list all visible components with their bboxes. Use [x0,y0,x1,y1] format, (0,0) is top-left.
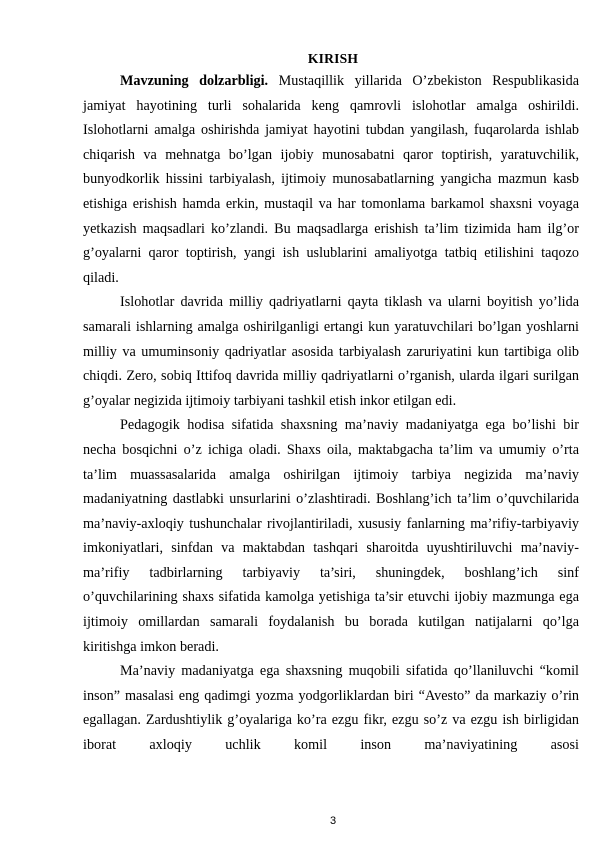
paragraph-text: Pedagogik hodisa sifatida shaxsning ma’naviy madaniyatga ega bo’lishi bir necha bosqichni o’z ichiga oladi. Shaxs oila, maktabgacha ta’lim va umumiy o’rta ta’lim muassasalarida amalga oshirilgan ijtimoiy tarbiya negizida ma’naviy madaniyatning dastlabki unsurlarini o’zlashtiradi. Boshlang’ich ta’lim o’quvchilarida ma’naviy-axloqiy tushunchalar rivojlantiriladi, xususiy fanlarning ma’rifiy-tarbiyaviy imkoniyatlari, sinfdan va maktabdan tashqari sharoitda uyushtiriluvchi ma’naviy-ma’rifiy tadbirlarning tarbiyaviy ta’siri, shuningdek, boshlang’ich sinf o’quvchilarining shaxs sifatida kamolga yetishiga ta’sir etuvchi ijobiy mazmunga ega ijtimoiy omillardan samarali foydalanish bu borada kutilgan natijalarni qo’lga kiritishga imkon beradi. [83,417,579,655]
paragraph-values [83,290,579,413]
paragraph-lead: Mavzuning dolzarbligi. [120,73,269,89]
paragraph-text: Ma’naviy madaniyatga ega shaxsning muqobili sifatida qo’llaniluvchi “komil inson” masalasi eng qadimgi yozma yodgorliklardan biri “Avesto” da markaziy o’rin egallagan. Zardushtiylik g’oyalariga ko’ra ezgu fikr, ezgu so’z va ezgu ish birligidan iborat axloqiy uchlik komil inson ma’naviyatining asosi [83,663,579,754]
body-text [83,69,579,758]
paragraph-perfect-person [83,659,579,757]
page-title: KIRISH [307,51,359,66]
paragraph-spiritual-culture [83,413,579,659]
page-number: 3 [329,815,337,827]
paragraph-text: Islohotlar davrida milliy qadriyatlarni qayta tiklash va ularni boyitish yo’lida samarali ishlarning amalga oshirilganligi ertangi kun yaratuvchilari bo’lgan yoshlarni milliy va umuminsoniy qadriyatlar asosida tarbiyalash zaruriyatini kun tartibiga olib chiqdi. Zero, sobiq Ittifoq davrida milliy qadriyatlarni o’rganish, ularda ilgari surilgan g’oyalar negizida ijtimoiy tarbiyani tashkil etish inkor etilgan edi. [83,294,579,409]
paragraph-text: Mustaqillik yillarida O’zbekiston Respublikasida jamiyat hayotining turli sohalarida keng qamrovli islohotlar amalga oshirildi. Islohotlarni amalga oshirishda jamiyat hayotini tubdan yangilash, fuqarolarda ishlab chiqarish va mehnatga bo’lgan ijobiy munosabatni qaror toptirish, yaratuvchilik, bunyodkorlik hissini tarbiyalash, ijtimoiy munosabatlarning yangicha mazmun kasb etishiga erishish hamda erkin, mustaqil va har tomonlama barkamol shaxsni voyaga yetkazish maqsadlari ko’zlandi. Bu maqsadlarga erishish ta’lim tizimida ham ilg’or g’oyalarni qaror toptirish, yangi ish uslublarini amaliyotga tatbiq etilishini taqozo qiladi. [83,73,579,286]
paragraph-relevance [83,69,579,290]
